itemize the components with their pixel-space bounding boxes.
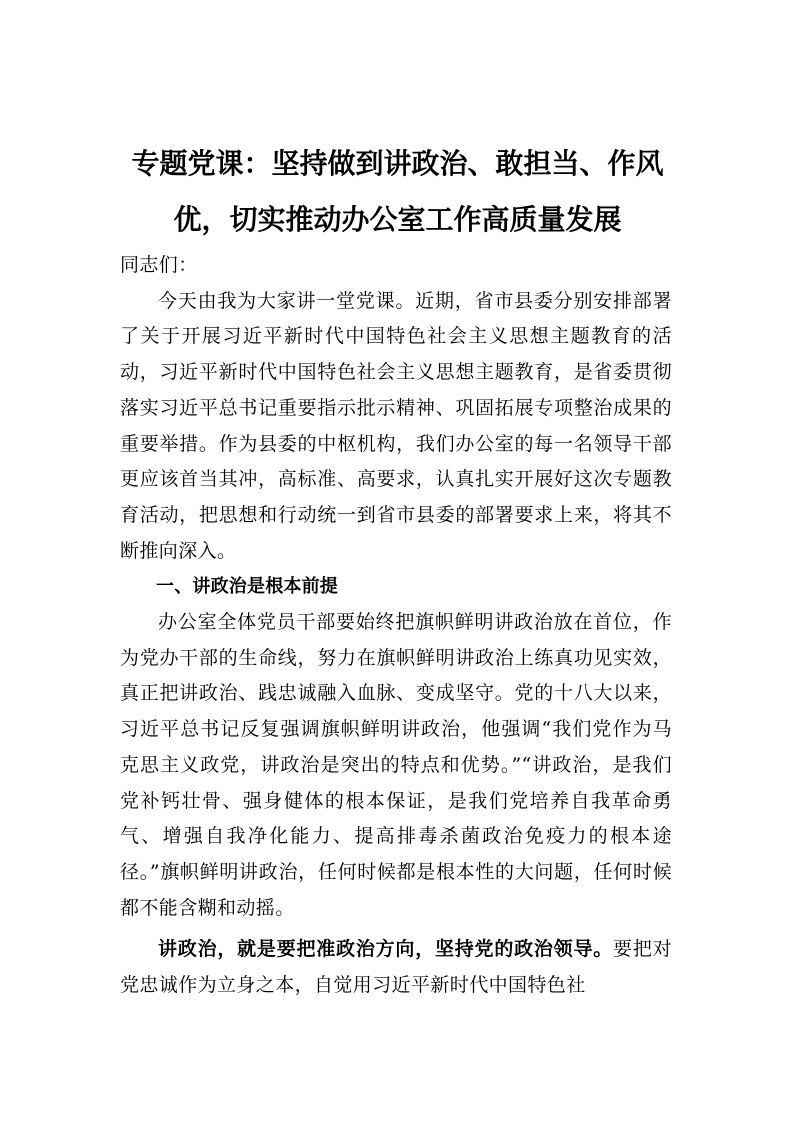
document-title bbox=[110, 136, 685, 248]
document-body bbox=[120, 248, 672, 1004]
paragraph-body-text: 要把对党忠诚作为立身之本，自觉用习近平新时代中国特色社 bbox=[120, 938, 672, 997]
section-1-paragraph: 办公室全体党员干部要始终把旗帜鲜明讲政治放在首位，作为党办干部的生命线，努力在旗帜鲜明讲政治上练真功见实效，真正把讲政治、践忠诚融入血脉、变成坚守。党的十八大以来，习近平总书记反复强调旗帜鲜明讲政治，他强调“我们党作为马克思主义政党，讲政治是突出的特点和优势。”“讲政治，是我们党补钙壮骨、强身健体的根本保证，是我们党培养自我革命勇气、增强自我净化能力、提高排毒杀菌政治免疫力的根本途径。”旗帜鲜明讲政治，任何时候都是根本性的大问题，任何时候都不能含糊和动摇。 bbox=[120, 611, 672, 919]
political-direction-paragraph bbox=[120, 932, 672, 1003]
paragraph-bold-lead: 讲政治，就是要把准政治方向，坚持党的政治领导。 bbox=[158, 938, 614, 961]
section-heading-1: 一、讲政治是根本前提 bbox=[156, 576, 338, 598]
title-line-2: 优，切实推动办公室工作高质量发展 bbox=[173, 203, 622, 236]
title-line-1: 专题党课：坚持做到讲政治、敢担当、作风 bbox=[131, 147, 664, 180]
salutation: 同志们： bbox=[120, 254, 198, 276]
intro-paragraph: 今天由我为大家讲一堂党课。近期，省市县委分别安排部署了关于开展习近平新时代中国特色社会主义思想主题教育的活动，习近平新时代中国特色社会主义思想主题教育，是省委贯彻落实习近平总书记重要指示批示精神、巩固拓展专项整治成果的重要举措。作为县委的中枢机构，我们办公室的每一名领导干部更应该首当其冲，高标准、高要求，认真扎实开展好这次专题教育活动，把思想和行动统一到省市县委的部署要求上来，将其不断推向深入。 bbox=[120, 289, 672, 562]
